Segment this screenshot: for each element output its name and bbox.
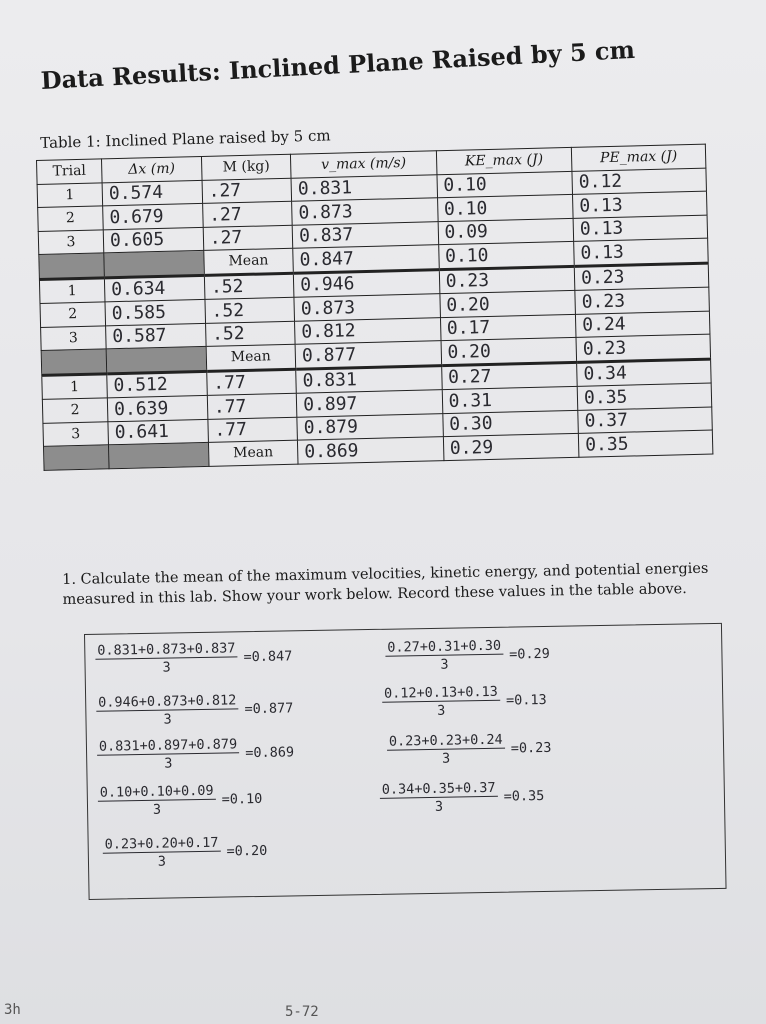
numerator: 0.946+0.873+0.812 [96, 692, 238, 711]
dx-cell: 0.574 [102, 180, 202, 206]
kemax-cell: 0.09 [438, 218, 574, 245]
work-equation [385, 637, 550, 674]
header-pemax: PE_max (J) [571, 144, 705, 171]
header-mass: M (kg) [201, 154, 291, 180]
fraction [382, 684, 500, 720]
vmax-cell: 0.946 [293, 269, 439, 297]
fraction [387, 732, 505, 768]
vmax-cell: 0.831 [296, 365, 442, 393]
dx-cell: 0.679 [103, 203, 203, 229]
dx-cell: 0.512 [107, 371, 207, 398]
denominator: 3 [152, 801, 162, 818]
numerator: 0.23+0.20+0.17 [103, 835, 221, 854]
result: =0.869 [245, 744, 295, 762]
mass-cell: .52 [205, 297, 295, 323]
dx-cell: 0.634 [104, 275, 204, 302]
pemax-cell: 0.37 [578, 407, 712, 434]
question-1: 1. Calculate the mean of the maximum velocities, kinetic energy, and potential energies measured in this lab. Show your work below. Record these values in the table above. [62, 560, 709, 608]
trial-cell: 2 [42, 398, 108, 423]
mean-pe-cell: 0.23 [576, 334, 710, 362]
trial-cell: 1 [42, 373, 108, 399]
pemax-cell: 0.35 [577, 383, 711, 410]
trial-cell: 3 [38, 229, 104, 254]
mean-v-cell: 0.877 [295, 341, 441, 369]
fraction [103, 835, 221, 871]
mean-pe-cell: 0.35 [578, 430, 712, 457]
pemax-cell: 0.23 [575, 287, 709, 314]
vmax-cell: 0.831 [291, 174, 437, 201]
work-equation [97, 735, 295, 772]
trial-cell: 2 [38, 206, 104, 231]
pemax-cell: 0.23 [574, 263, 708, 291]
mean-ke-cell: 0.20 [441, 337, 577, 365]
shaded-cell [41, 349, 107, 375]
mass-cell: .27 [203, 225, 293, 251]
mass-cell: .27 [202, 201, 292, 227]
corner-mark: 3h [4, 1002, 21, 1018]
shaded-cell [104, 250, 204, 277]
page-title: Data Results: Inclined Plane Raised by 5 cm [40, 34, 636, 95]
denominator: 3 [434, 798, 444, 815]
mean-v-cell: 0.847 [293, 245, 439, 273]
trial-cell: 2 [40, 302, 106, 327]
mass-cell: .77 [207, 393, 297, 419]
mean-label: Mean [204, 248, 294, 275]
pemax-cell: 0.13 [573, 191, 707, 218]
fraction [380, 780, 498, 816]
pemax-cell: 0.12 [572, 168, 706, 195]
mean-pe-cell: 0.13 [574, 238, 708, 266]
kemax-cell: 0.20 [440, 290, 576, 317]
header-dx: Δx (m) [101, 156, 201, 182]
result: =0.20 [226, 842, 268, 860]
result: =0.23 [510, 739, 552, 757]
numerator: 0.10+0.10+0.09 [98, 783, 216, 802]
mass-cell: .77 [208, 417, 298, 443]
result: =0.35 [503, 787, 545, 805]
vmax-cell: 0.897 [296, 390, 442, 417]
dx-cell: 0.605 [103, 227, 203, 253]
trial-cell: 3 [41, 325, 107, 350]
denominator: 3 [437, 702, 446, 719]
denominator: 3 [162, 659, 171, 676]
kemax-cell: 0.27 [441, 362, 577, 390]
dx-cell: 0.641 [108, 419, 208, 445]
mean-ke-cell: 0.29 [443, 433, 579, 460]
denominator: 3 [157, 853, 167, 870]
kemax-cell: 0.10 [437, 194, 573, 221]
work-equation [387, 731, 552, 768]
table-body [37, 168, 713, 470]
trial-cell: 1 [39, 277, 105, 303]
fraction [96, 692, 239, 728]
vmax-cell: 0.879 [297, 413, 443, 440]
kemax-cell: 0.17 [440, 314, 576, 341]
trial-cell: 1 [37, 182, 103, 207]
work-equation [95, 639, 293, 676]
shaded-cell [106, 346, 206, 373]
result: =0.877 [244, 700, 294, 718]
work-box [84, 623, 727, 900]
work-equation [98, 782, 263, 819]
numerator: 0.12+0.13+0.13 [382, 684, 500, 703]
result: =0.29 [509, 645, 550, 663]
result: =0.847 [243, 648, 293, 666]
vmax-cell: 0.873 [294, 294, 440, 321]
shaded-cell [43, 445, 109, 470]
kemax-cell: 0.23 [439, 266, 575, 294]
fraction [97, 736, 240, 772]
shaded-cell [108, 442, 208, 468]
mass-cell: .77 [206, 369, 296, 396]
mass-cell: .52 [205, 321, 295, 347]
kemax-cell: 0.10 [437, 171, 573, 198]
result: =0.13 [505, 691, 547, 709]
numerator: 0.831+0.897+0.879 [97, 736, 239, 755]
fraction [385, 638, 503, 674]
work-equation [382, 683, 547, 720]
vmax-cell: 0.837 [292, 221, 438, 248]
kemax-cell: 0.31 [442, 386, 578, 413]
work-equation [103, 834, 268, 871]
vmax-cell: 0.873 [292, 198, 438, 225]
mass-cell: .27 [202, 178, 292, 204]
header-kemax: KE_max (J) [436, 147, 572, 174]
dx-cell: 0.587 [106, 323, 206, 349]
result: =0.10 [221, 790, 263, 808]
kemax-cell: 0.30 [442, 410, 578, 437]
data-table [36, 144, 713, 471]
denominator: 3 [441, 750, 451, 767]
mean-ke-cell: 0.10 [438, 241, 574, 269]
footer-page-mark: 5-72 [285, 1004, 319, 1020]
numerator: 0.23+0.23+0.24 [387, 732, 505, 751]
numerator: 0.34+0.35+0.37 [380, 780, 498, 799]
pemax-cell: 0.13 [573, 215, 707, 242]
mean-label: Mean [206, 344, 296, 371]
table-caption: Table 1: Inclined Plane raised by 5 cm [40, 126, 331, 152]
work-equation [380, 779, 545, 816]
trial-cell: 3 [43, 421, 109, 446]
denominator: 3 [440, 656, 449, 673]
pemax-cell: 0.34 [577, 359, 711, 387]
numerator: 0.27+0.31+0.30 [385, 638, 503, 657]
mean-v-cell: 0.869 [298, 437, 444, 464]
denominator: 3 [164, 755, 173, 772]
header-vmax: v_max (m/s) [291, 151, 437, 178]
dx-cell: 0.585 [105, 299, 205, 325]
work-equation [96, 691, 294, 728]
fraction [95, 640, 238, 676]
numerator: 0.831+0.873+0.837 [95, 640, 237, 659]
fraction [98, 783, 216, 819]
vmax-cell: 0.812 [295, 317, 441, 344]
mass-cell: .52 [204, 273, 294, 300]
pemax-cell: 0.24 [575, 311, 709, 338]
data-table-container [36, 144, 713, 471]
dx-cell: 0.639 [107, 395, 207, 421]
mean-label: Mean [208, 440, 298, 466]
denominator: 3 [163, 711, 172, 728]
header-trial: Trial [37, 159, 103, 184]
shaded-cell [39, 253, 105, 279]
